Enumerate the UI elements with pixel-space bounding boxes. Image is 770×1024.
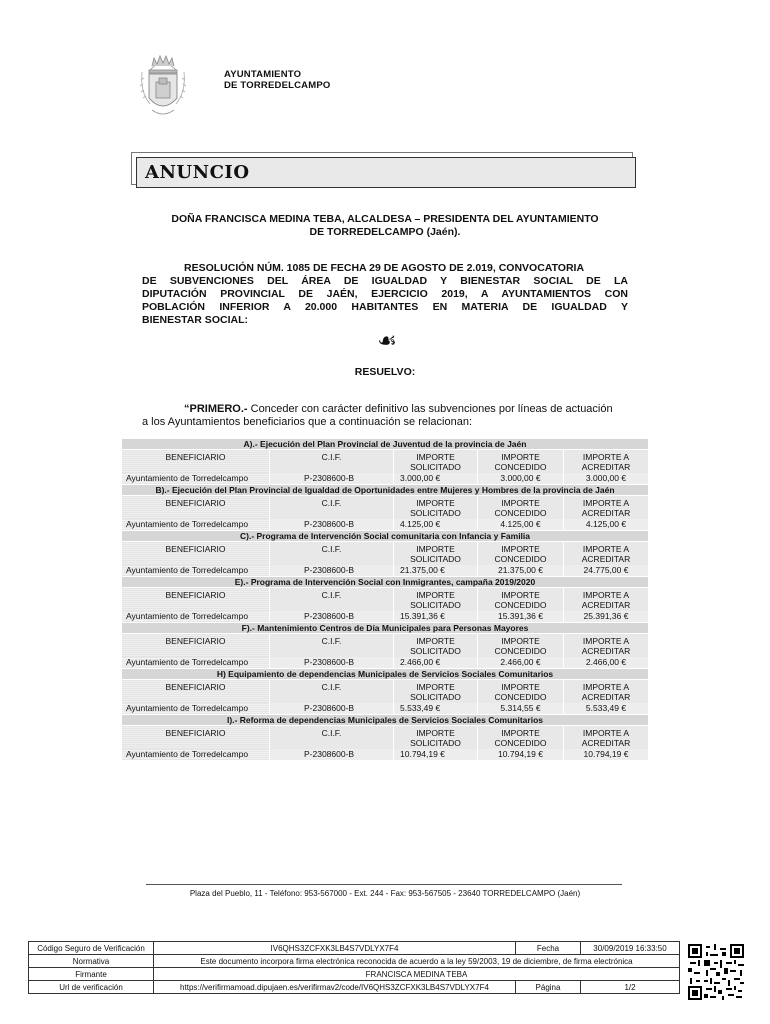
table-row: [122, 657, 648, 669]
header-beneficiario: BENEFICIARIO: [122, 450, 270, 473]
cell-cif: P-2308600-B: [270, 565, 394, 576]
header-beneficiario: BENEFICIARIO: [122, 588, 270, 611]
cell-beneficiario: Ayuntamiento de Torredelcampo: [122, 657, 270, 668]
group-title: E).- Programa de Intervención Social con Inmigrantes, campaña 2019/2020: [122, 577, 648, 588]
table-header: [122, 542, 648, 565]
verification-table: [28, 941, 680, 994]
csv-label: Código Seguro de Verificación: [29, 942, 154, 955]
table-row: [122, 519, 648, 531]
page-title: ANUNCIO: [145, 162, 250, 183]
header-cif: C.I.F.: [270, 588, 394, 611]
mayor-line-2: DE TORREDELCAMPO (Jaén).: [309, 226, 461, 238]
cell-acreditar: 25.391,36 €: [564, 611, 648, 622]
header-acreditar: IMPORTE A ACREDITAR: [564, 680, 648, 703]
fleuron-icon: ☙: [377, 329, 397, 354]
header-cif: C.I.F.: [270, 634, 394, 657]
header-solicitado: IMPORTE SOLICITADO: [394, 726, 478, 749]
verification-row: [29, 942, 680, 955]
org-line-2: DE TORREDELCAMPO: [224, 80, 331, 91]
primero-text-1: Conceder con carácter definitivo las subvenciones por líneas de actuación: [247, 403, 613, 415]
header-solicitado: IMPORTE SOLICITADO: [394, 542, 478, 565]
organization-name: [224, 69, 330, 91]
table-header: [122, 588, 648, 611]
resuelvo-heading: RESUELVO:: [354, 366, 416, 378]
header-acreditar: IMPORTE A ACREDITAR: [564, 726, 648, 749]
cell-concedido: 4.125,00 €: [478, 519, 564, 530]
cell-acreditar: 3.000,00 €: [564, 473, 648, 484]
mayor-heading: [140, 213, 630, 239]
group-title: H) Equipamiento de dependencias Municipales de Servicios Sociales Comunitarios: [122, 669, 648, 680]
group-title: A).- Ejecución del Plan Provincial de Juventud de la provincia de Jaén: [122, 439, 648, 450]
header-acreditar: IMPORTE A ACREDITAR: [564, 450, 648, 473]
verification-row: [29, 981, 680, 994]
cell-concedido: 5.314,55 €: [478, 703, 564, 714]
csv-value: IV6QHS3ZCFXK3LB4S7VDLYX7F4: [154, 942, 516, 955]
header-solicitado: IMPORTE SOLICITADO: [394, 588, 478, 611]
grants-table: [122, 439, 648, 761]
table-header: [122, 450, 648, 473]
cell-concedido: 10.794,19 €: [478, 749, 564, 760]
cell-beneficiario: Ayuntamiento de Torredelcampo: [122, 473, 270, 484]
cell-beneficiario: Ayuntamiento de Torredelcampo: [122, 749, 270, 760]
header-beneficiario: BENEFICIARIO: [122, 726, 270, 749]
header-solicitado: IMPORTE SOLICITADO: [394, 450, 478, 473]
grant-group: [122, 623, 648, 669]
grant-group: [122, 531, 648, 577]
cell-acreditar: 2.466,00 €: [564, 657, 648, 668]
table-header: [122, 726, 648, 749]
fecha-value: 30/09/2019 16:33:50: [581, 942, 680, 955]
header-concedido: IMPORTE CONCEDIDO: [478, 680, 564, 703]
header-beneficiario: BENEFICIARIO: [122, 496, 270, 519]
grant-group: [122, 485, 648, 531]
cell-concedido: 2.466,00 €: [478, 657, 564, 668]
table-header: [122, 496, 648, 519]
cell-acreditar: 5.533,49 €: [564, 703, 648, 714]
cell-beneficiario: Ayuntamiento de Torredelcampo: [122, 519, 270, 530]
cell-concedido: 15.391,36 €: [478, 611, 564, 622]
cell-solicitado: 15.391,36 €: [394, 611, 478, 622]
grant-group: [122, 715, 648, 761]
mayor-line-1: DOÑA FRANCISCA MEDINA TEBA, ALCALDESA – PRESIDENTA DEL AYUNTAMIENTO: [171, 213, 599, 225]
cell-solicitado: 21.375,00 €: [394, 565, 478, 576]
pagina-label: Página: [516, 981, 581, 994]
header-solicitado: IMPORTE SOLICITADO: [394, 680, 478, 703]
cell-acreditar: 10.794,19 €: [564, 749, 648, 760]
header-beneficiario: BENEFICIARIO: [122, 634, 270, 657]
cell-solicitado: 4.125,00 €: [394, 519, 478, 530]
verification-row: [29, 955, 680, 968]
grant-group: [122, 577, 648, 623]
cell-cif: P-2308600-B: [270, 611, 394, 622]
group-title: B).- Ejecución del Plan Provincial de Igualdad de Oportunidades entre Mujeres y Hombres de la provincia de Jaén: [122, 485, 648, 496]
header-acreditar: IMPORTE A ACREDITAR: [564, 496, 648, 519]
cell-cif: P-2308600-B: [270, 749, 394, 760]
header-concedido: IMPORTE CONCEDIDO: [478, 634, 564, 657]
resolution-heading: [142, 262, 628, 327]
cell-acreditar: 4.125,00 €: [564, 519, 648, 530]
table-row: [122, 749, 648, 761]
cell-acreditar: 24.775,00 €: [564, 565, 648, 576]
header-cif: C.I.F.: [270, 680, 394, 703]
header-cif: C.I.F.: [270, 496, 394, 519]
coat-of-arms-icon: [138, 52, 188, 122]
org-line-1: AYUNTAMIENTO: [224, 69, 302, 80]
header-concedido: IMPORTE CONCEDIDO: [478, 726, 564, 749]
resolution-line-2: DE SUBVENCIONES DEL ÁREA DE IGUALDAD Y BIENESTAR SOCIAL DE LA: [142, 275, 628, 287]
resolution-line-4: POBLACIÓN INFERIOR A 20.000 HABITANTES EN MATERIA DE IGUALDAD Y: [142, 301, 628, 313]
header-beneficiario: BENEFICIARIO: [122, 680, 270, 703]
footer-divider: [146, 884, 622, 885]
normativa-label: Normativa: [29, 955, 154, 968]
verification-url-link[interactable]: https://verifirmamoad.dipujaen.es/verifirmav2/code/IV6QHS3ZCFXK3LB4S7VDLYX7F4: [154, 981, 516, 994]
grant-group: [122, 669, 648, 715]
footer-address: Plaza del Pueblo, 11 - Teléfono: 953-567000 - Ext. 244 - Fax: 953-567505 - 23640 TORREDELCAMPO (Jaén): [189, 889, 581, 898]
firmante-value: FRANCISCA MEDINA TEBA: [154, 968, 680, 981]
primero-lead: “PRIMERO.-: [184, 403, 248, 415]
cell-cif: P-2308600-B: [270, 703, 394, 714]
header-concedido: IMPORTE CONCEDIDO: [478, 496, 564, 519]
header-cif: C.I.F.: [270, 542, 394, 565]
cell-beneficiario: Ayuntamiento de Torredelcampo: [122, 565, 270, 576]
header-cif: C.I.F.: [270, 450, 394, 473]
header-concedido: IMPORTE CONCEDIDO: [478, 588, 564, 611]
cell-solicitado: 5.533,49 €: [394, 703, 478, 714]
cell-beneficiario: Ayuntamiento de Torredelcampo: [122, 611, 270, 622]
pagina-value: 1/2: [581, 981, 680, 994]
header-concedido: IMPORTE CONCEDIDO: [478, 542, 564, 565]
url-label: Url de verificación: [29, 981, 154, 994]
cell-solicitado: 3.000,00 €: [394, 473, 478, 484]
header-acreditar: IMPORTE A ACREDITAR: [564, 542, 648, 565]
normativa-value: Este documento incorpora firma electrónica reconocida de acuerdo a la ley 59/2003, 19 de diciembre, de firma electrónica: [154, 955, 680, 968]
table-row: [122, 703, 648, 715]
group-title: F).- Mantenimiento Centros de Día Municipales para Personas Mayores: [122, 623, 648, 634]
cell-solicitado: 2.466,00 €: [394, 657, 478, 668]
header-concedido: IMPORTE CONCEDIDO: [478, 450, 564, 473]
table-row: [122, 565, 648, 577]
qr-code-icon: [688, 944, 744, 1000]
header-solicitado: IMPORTE SOLICITADO: [394, 496, 478, 519]
table-header: [122, 680, 648, 703]
primero-paragraph: [142, 403, 642, 429]
header-beneficiario: BENEFICIARIO: [122, 542, 270, 565]
cell-solicitado: 10.794,19 €: [394, 749, 478, 760]
header-acreditar: IMPORTE A ACREDITAR: [564, 634, 648, 657]
header-acreditar: IMPORTE A ACREDITAR: [564, 588, 648, 611]
cell-beneficiario: Ayuntamiento de Torredelcampo: [122, 703, 270, 714]
resolution-line-5: BIENESTAR SOCIAL:: [142, 314, 248, 326]
group-title: I).- Reforma de dependencias Municipales de Servicios Sociales Comunitarios: [122, 715, 648, 726]
cell-concedido: 21.375,00 €: [478, 565, 564, 576]
resolution-line-3: DIPUTACIÓN PROVINCIAL DE JAÉN, EJERCICIO 2019, A AYUNTAMIENTOS CON: [142, 288, 628, 300]
header-cif: C.I.F.: [270, 726, 394, 749]
group-title: C).- Programa de Intervención Social comunitaria con Infancia y Familia: [122, 531, 648, 542]
grant-group: [122, 439, 648, 485]
resolution-line-1: RESOLUCIÓN NÚM. 1085 DE FECHA 29 DE AGOSTO DE 2.019, CONVOCATORIA: [184, 262, 585, 274]
verification-row: [29, 968, 680, 981]
table-row: [122, 611, 648, 623]
firmante-label: Firmante: [29, 968, 154, 981]
primero-text-2: a los Ayuntamientos beneficiarios que a continuación se relacionan:: [142, 416, 473, 428]
cell-cif: P-2308600-B: [270, 519, 394, 530]
fecha-label: Fecha: [516, 942, 581, 955]
table-header: [122, 634, 648, 657]
cell-cif: P-2308600-B: [270, 473, 394, 484]
table-row: [122, 473, 648, 485]
cell-cif: P-2308600-B: [270, 657, 394, 668]
cell-concedido: 3.000,00 €: [478, 473, 564, 484]
header-solicitado: IMPORTE SOLICITADO: [394, 634, 478, 657]
